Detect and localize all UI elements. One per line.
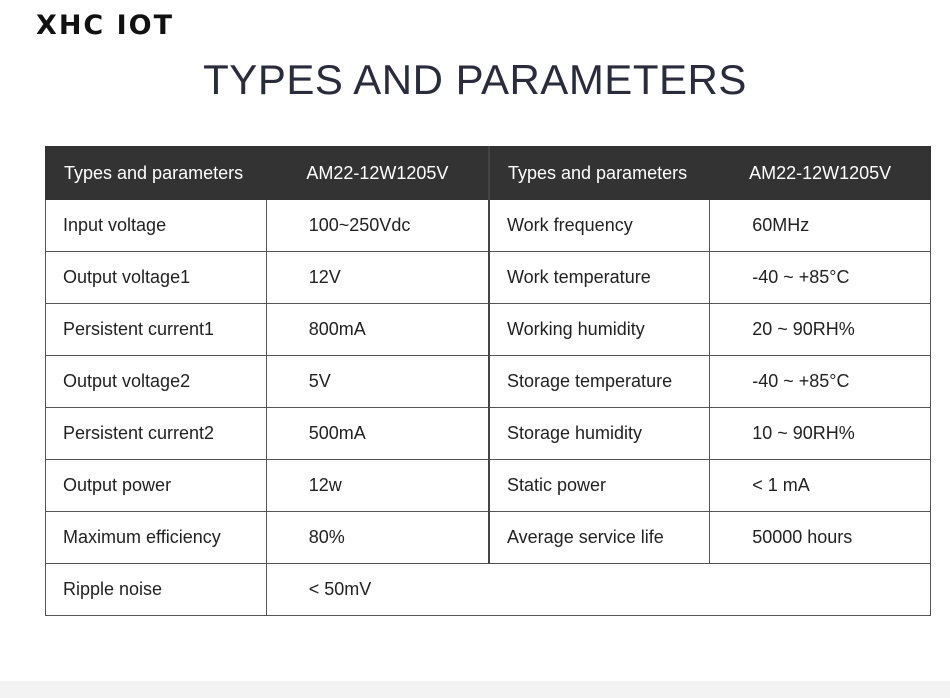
table-row xyxy=(46,304,931,356)
table-row xyxy=(46,408,931,460)
param-label: Input voltage xyxy=(46,200,267,252)
param-label: Storage temperature xyxy=(489,356,710,408)
brand-logo: XHC IOT xyxy=(36,10,175,41)
header-model-right: AM22-12W1205V xyxy=(710,147,931,200)
param-value: 100~250Vdc xyxy=(266,200,489,252)
table-header-row xyxy=(46,147,931,200)
table-row xyxy=(46,512,931,564)
param-value: 20 ~ 90RH% xyxy=(710,304,931,356)
param-value: 60MHz xyxy=(710,200,931,252)
param-label: Work temperature xyxy=(489,252,710,304)
param-value: < 1 mA xyxy=(710,460,931,512)
param-value: 10 ~ 90RH% xyxy=(710,408,931,460)
param-value: 5V xyxy=(266,356,489,408)
param-value: 500mA xyxy=(266,408,489,460)
param-label: Ripple noise xyxy=(46,564,267,616)
param-label: Output voltage1 xyxy=(46,252,267,304)
param-value: < 50mV xyxy=(266,564,930,616)
param-value: 12V xyxy=(266,252,489,304)
param-value: -40 ~ +85°C xyxy=(710,252,931,304)
param-label: Static power xyxy=(489,460,710,512)
table-row-last xyxy=(46,564,931,616)
header-types-right: Types and parameters xyxy=(489,147,710,200)
table-row xyxy=(46,460,931,512)
param-value: 50000 hours xyxy=(710,512,931,564)
param-label: Average service life xyxy=(489,512,710,564)
table-row xyxy=(46,252,931,304)
param-label: Work frequency xyxy=(489,200,710,252)
parameters-table xyxy=(45,146,931,616)
param-label: Output power xyxy=(46,460,267,512)
header-types-left: Types and parameters xyxy=(46,147,267,200)
param-value: -40 ~ +85°C xyxy=(710,356,931,408)
table-row xyxy=(46,200,931,252)
param-value: 12w xyxy=(266,460,489,512)
header-model-left: AM22-12W1205V xyxy=(266,147,489,200)
param-label: Working humidity xyxy=(489,304,710,356)
param-label: Maximum efficiency xyxy=(46,512,267,564)
param-label: Persistent current1 xyxy=(46,304,267,356)
page-title: TYPES AND PARAMETERS xyxy=(203,56,747,103)
param-value: 800mA xyxy=(266,304,489,356)
footer-strip xyxy=(0,681,950,698)
table-row xyxy=(46,356,931,408)
param-label: Output voltage2 xyxy=(46,356,267,408)
param-label: Persistent current2 xyxy=(46,408,267,460)
param-value: 80% xyxy=(266,512,489,564)
param-label: Storage humidity xyxy=(489,408,710,460)
